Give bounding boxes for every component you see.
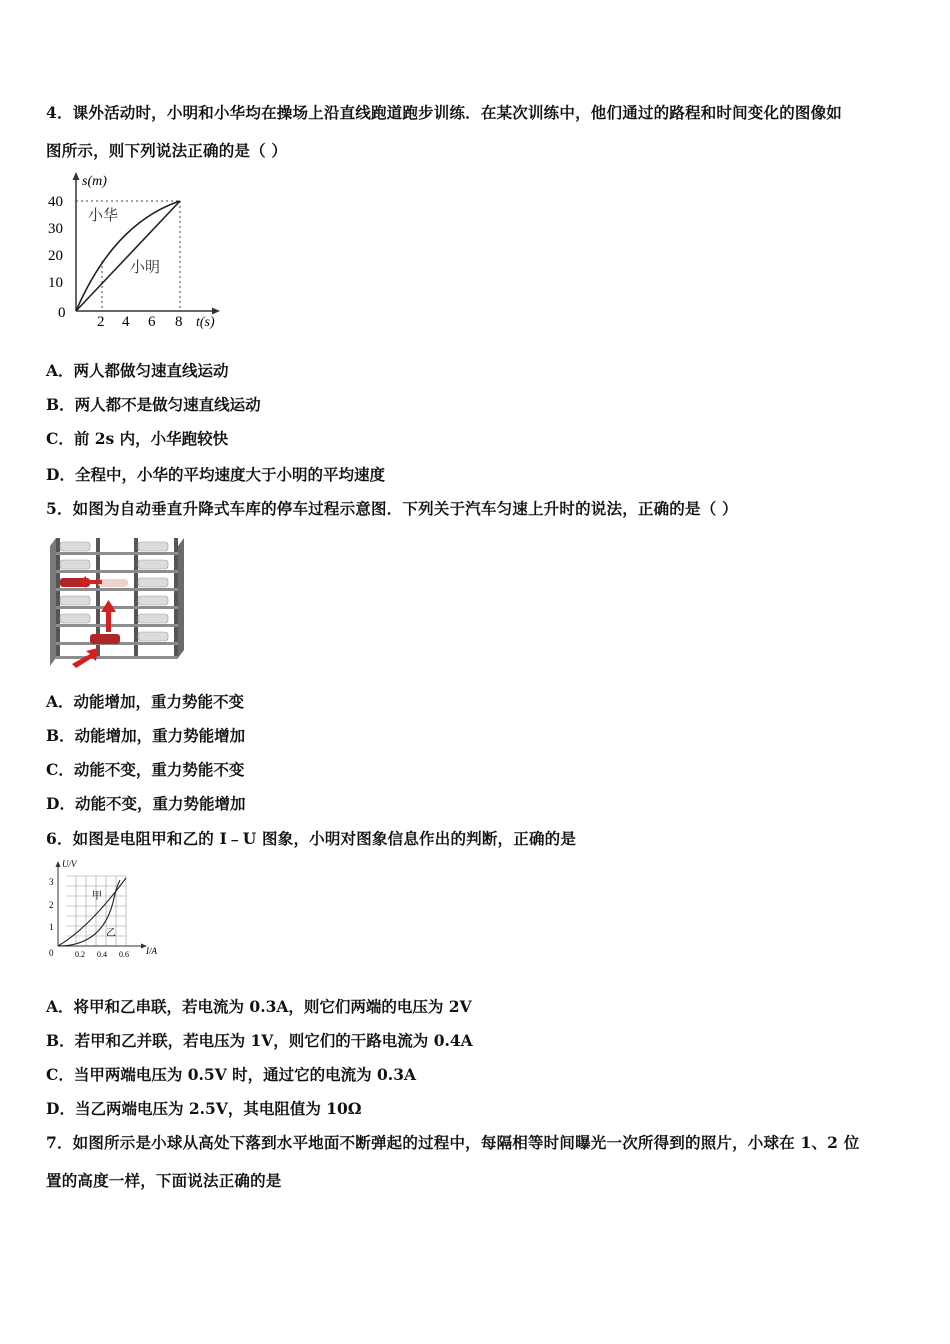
q5-stem: 5．如图为自动垂直升降式车库的停车过程示意图．下列关于汽车匀速上升时的说法，正确的是（ ） — [46, 499, 738, 518]
y-axis-arrow — [73, 172, 80, 180]
label-xiaohua: 小华 — [88, 208, 119, 224]
x-axis-label: I/A — [146, 946, 157, 956]
q5-parking-garage-illustration — [46, 530, 188, 670]
x-tick-0.6: 0.6 — [119, 950, 129, 959]
y-axis-label: s(m) — [82, 174, 107, 189]
q4-distance-time-graph — [44, 168, 229, 333]
q5-option-d: D．动能不变，重力势能增加 — [46, 794, 246, 813]
q4-option-d: D．全程中，小华的平均速度大于小明的平均速度 — [46, 465, 385, 484]
q6-option-a: A．将甲和乙串联，若电流为 0.3A，则它们两端的电压为 2V — [46, 997, 472, 1016]
q7-stem-line1: 7．如图所示是小球从高处下落到水平地面不断弹起的过程中，每隔相等时间曝光一次所得到的照片，小球在 1、2 位 — [46, 1133, 860, 1152]
label-xiaoming: 小明 — [130, 260, 161, 276]
y-tick-10: 10 — [48, 275, 63, 291]
y-tick-20: 20 — [48, 248, 63, 264]
y-tick-0: 0 — [58, 305, 66, 321]
y-axis-arrow — [56, 861, 61, 867]
x-tick-8: 8 — [175, 314, 183, 330]
q4-stem-line2: 图所示，则下列说法正确的是（ ） — [46, 141, 288, 160]
q6-stem: 6．如图是电阻甲和乙的 I﹣U 图象，小明对图象信息作出的判断，正确的是 — [46, 829, 577, 848]
x-tick-2: 2 — [97, 314, 105, 330]
x-tick-0.4: 0.4 — [97, 950, 107, 959]
y-tick-0: 0 — [49, 948, 54, 958]
y-tick-3: 3 — [49, 877, 54, 887]
q5-option-c: C．动能不变，重力势能不变 — [46, 760, 245, 779]
x-tick-6: 6 — [148, 314, 156, 330]
y-axis-label: U/V — [62, 859, 77, 869]
y-tick-30: 30 — [48, 221, 63, 237]
q6-iu-graph — [44, 858, 164, 962]
q7-stem-line2: 置的高度一样，下面说法正确的是 — [46, 1171, 282, 1190]
x-axis-label: t(s) — [196, 315, 215, 330]
q5-option-b: B．动能增加，重力势能增加 — [46, 726, 246, 745]
q4-option-a: A．两人都做匀速直线运动 — [46, 361, 229, 380]
label-jia: 甲 — [92, 891, 102, 902]
label-yi: 乙 — [106, 928, 116, 939]
q4-option-b: B．两人都不是做匀速直线运动 — [46, 395, 261, 414]
x-tick-0.2: 0.2 — [75, 950, 85, 959]
y-tick-1: 1 — [49, 922, 54, 932]
q4-stem-line1: 4．课外活动时，小明和小华均在操场上沿直线跑道跑步训练．在某次训练中，他们通过的路程和时间变化的图像如 — [46, 103, 842, 122]
q6-option-d: D．当乙两端电压为 2.5V，其电阻值为 10Ω — [46, 1099, 362, 1118]
q6-option-c: C．当甲两端电压为 0.5V 时，通过它的电流为 0.3A — [46, 1065, 417, 1084]
x-tick-4: 4 — [122, 314, 130, 330]
q6-option-b: B．若甲和乙并联，若电压为 1V，则它们的干路电流为 0.4A — [46, 1031, 473, 1050]
q4-option-c: C．前 2s 内，小华跑较快 — [46, 429, 229, 448]
x-axis-arrow — [212, 308, 220, 315]
y-tick-40: 40 — [48, 194, 63, 210]
y-tick-2: 2 — [49, 900, 54, 910]
q5-option-a: A．动能增加，重力势能不变 — [46, 692, 245, 711]
